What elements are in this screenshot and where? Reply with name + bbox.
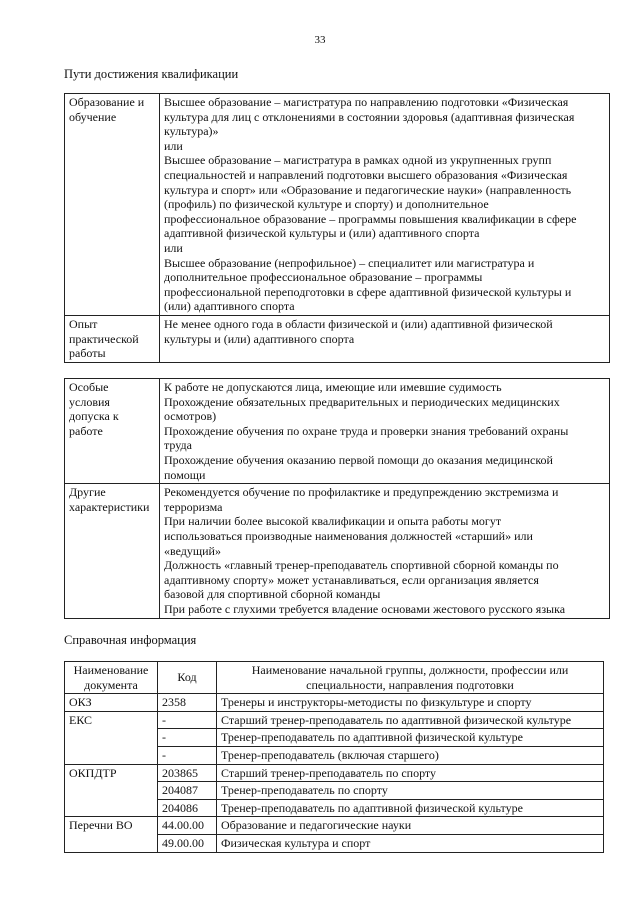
text-line: Не менее одного года в области физической и (или) адаптивной физической — [164, 316, 553, 331]
reference-row — [65, 764, 604, 782]
text-line: осмотров) — [164, 409, 217, 424]
text-line: допуска к — [69, 409, 119, 424]
text-line: Образование и — [69, 95, 145, 109]
header-code: Код — [158, 662, 217, 694]
qualification-label — [65, 94, 160, 316]
reference-header-row — [65, 662, 604, 694]
code-cell: 204086 — [158, 799, 217, 817]
text-line: работе — [69, 423, 103, 438]
code-cell: - — [158, 711, 217, 729]
text-line: практической — [69, 331, 139, 346]
title-cell: Физическая культура и спорт — [217, 834, 604, 852]
title-cell: Тренер-преподаватель по адаптивной физической культуре — [217, 799, 604, 817]
reference-row — [65, 711, 604, 729]
doc-name-cell: ОКЗ — [65, 694, 158, 712]
conditions-label — [65, 484, 160, 618]
text-line: адаптивной физической культуры и (или) адаптивного спорта — [164, 226, 480, 241]
header-name: Наименование начальной группы, должности, профессии или специальности, направления подготовки — [217, 662, 604, 694]
text-line: адаптивному спорту» может устанавливаться, если организация является — [164, 572, 539, 587]
conditions-content — [160, 379, 610, 484]
text-line: К работе не допускаются лица, имеющие или имевшие судимость — [164, 380, 502, 394]
text-line: профессиональное образование – программы повышения квалификации в сфере — [164, 211, 577, 226]
text-line: использоваться производные наименования должностей «старший» или — [164, 528, 533, 543]
header-doc: Наименование документа — [65, 662, 158, 694]
text-line: Другие — [69, 485, 106, 500]
text-line: или — [164, 240, 183, 255]
reference-table — [64, 661, 604, 853]
text-line: Высшее образование – магистратура в рамках одной из укрупненных групп — [164, 153, 552, 168]
qualification-row — [65, 315, 610, 362]
code-cell: 2358 — [158, 694, 217, 712]
title-cell: Образование и педагогические науки — [217, 817, 604, 835]
title-cell: Тренер-преподаватель по адаптивной физической культуре — [217, 729, 604, 747]
reference-row — [65, 694, 604, 712]
conditions-label — [65, 379, 160, 484]
text-line: Опыт — [69, 316, 98, 331]
doc-name-cell: ЕКС — [65, 711, 158, 764]
text-line: (или) адаптивного спорта — [164, 299, 295, 314]
text-line: Особые — [69, 380, 109, 394]
text-line: Прохождение обучения оказанию первой помощи до оказания медицинской — [164, 452, 553, 467]
text-line: характеристики — [69, 499, 150, 514]
text-line: Должность «главный тренер-преподаватель спортивной сборной команды по — [164, 558, 559, 573]
text-line: Прохождение обучения по охране труда и проверки знания требований охраны — [164, 423, 569, 438]
text-line: культура для лиц с отклонениями в состоянии здоровья (адаптивная физическая — [164, 109, 575, 124]
text-line: Высшее образование (непрофильное) – специалитет или магистратура и — [164, 255, 535, 270]
qualification-content — [160, 315, 610, 362]
text-line: Высшее образование – магистратура по направлению подготовки «Физическая — [164, 95, 569, 109]
conditions-row — [65, 484, 610, 618]
text-line: Рекомендуется обучение по профилактике и предупреждению экстремизма и — [164, 485, 559, 500]
text-line: помощи — [164, 467, 206, 482]
conditions-row — [65, 379, 610, 484]
qualification-row — [65, 94, 610, 316]
title-cell: Старший тренер-преподаватель по спорту — [217, 764, 604, 782]
reference-row — [65, 817, 604, 835]
conditions-content — [160, 484, 610, 618]
code-cell: 204087 — [158, 782, 217, 800]
code-cell: 203865 — [158, 764, 217, 782]
page-number: 33 — [314, 34, 326, 46]
text-line: культура)» — [164, 124, 219, 139]
qualification-table — [64, 93, 610, 363]
text-line: При работе с глухими требуется владение основами жестового русского языка — [164, 601, 566, 616]
doc-name-cell: ОКПДТР — [65, 764, 158, 817]
code-cell: 44.00.00 — [158, 817, 217, 835]
text-line: культуры и (или) адаптивного спорта — [164, 331, 355, 346]
text-line: При наличии более высокой квалификации и опыта работы могут — [164, 514, 502, 529]
title-cell: Тренеры и инструкторы-методисты по физкультуре и спорту — [217, 694, 604, 712]
qualification-content — [160, 94, 610, 316]
code-cell: - — [158, 729, 217, 747]
conditions-table — [64, 378, 610, 619]
qualification-label — [65, 315, 160, 362]
text-line: «ведущий» — [164, 543, 221, 558]
reference-title: Справочная информация — [64, 633, 197, 647]
text-line: условия — [69, 394, 110, 409]
qualification-title: Пути достижения квалификации — [64, 67, 239, 81]
text-line: (профиль) по физической культуре и спорту) и дополнительное — [164, 197, 489, 212]
doc-name-cell: Перечни ВО — [65, 817, 158, 852]
text-line: профессиональной переподготовки в сфере адаптивной физической культуры и — [164, 284, 572, 299]
text-line: или — [164, 138, 183, 153]
text-line: терроризма — [164, 499, 223, 514]
text-line: труда — [164, 438, 192, 453]
code-cell: - — [158, 746, 217, 764]
code-cell: 49.00.00 — [158, 834, 217, 852]
title-cell: Тренер-преподаватель (включая старшего) — [217, 746, 604, 764]
text-line: дополнительное профессиональное образование – программы — [164, 270, 483, 285]
text-line: культура и спорт» или «Образование и педагогические науки» (направленность — [164, 182, 572, 197]
text-line: специальностей и направлений подготовки высшего образования «Физическая — [164, 167, 568, 182]
title-cell: Старший тренер-преподаватель по адаптивной физической культуре — [217, 711, 604, 729]
title-cell: Тренер-преподаватель по спорту — [217, 782, 604, 800]
text-line: работы — [69, 346, 106, 361]
text-line: базовой для спортивной сборной команды — [164, 587, 381, 602]
text-line: Прохождение обязательных предварительных и периодических медицинских — [164, 394, 560, 409]
text-line: обучение — [69, 109, 117, 124]
